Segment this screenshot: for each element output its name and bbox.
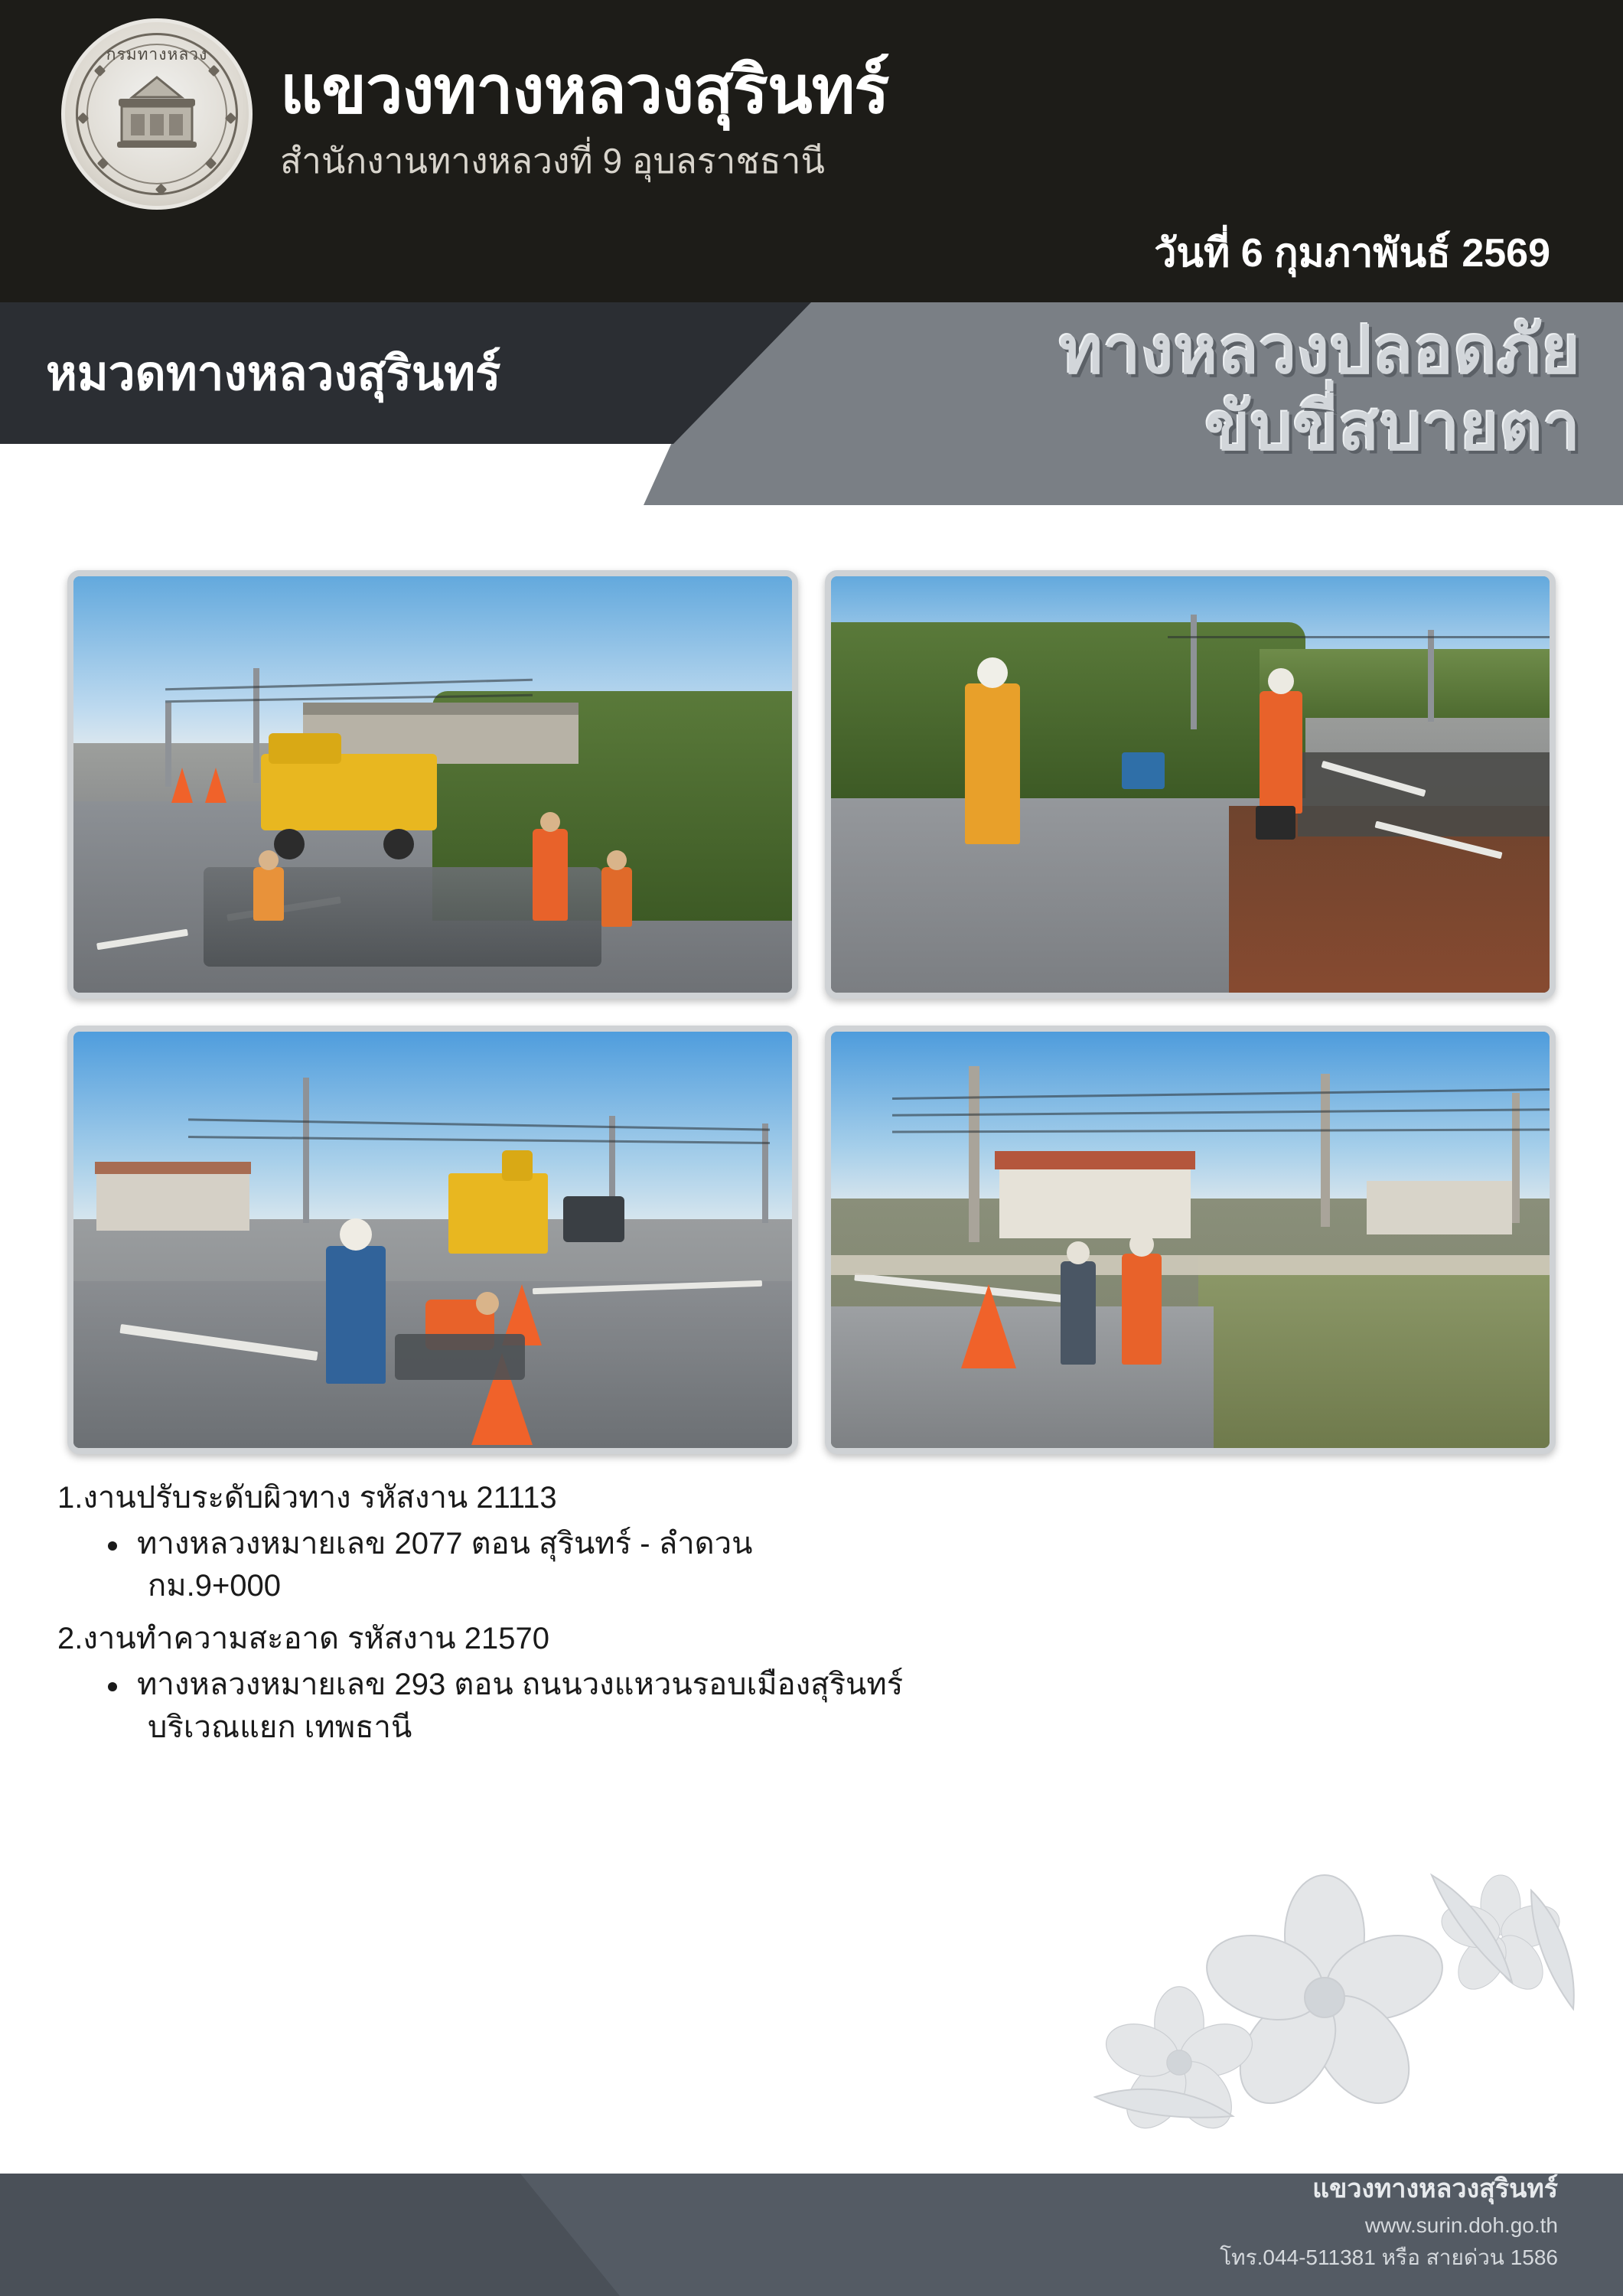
page-footer [0, 2116, 1623, 2296]
list-item [105, 1664, 1282, 1748]
location-label-2: บริเวณแยก เทพธานี [148, 1710, 412, 1744]
banner-band [0, 302, 1623, 505]
organization-subtitle: สำนักงานทางหลวงที่ 9 อุบลราชธานี [280, 140, 825, 181]
slogan-line-1: ทางหลวงปลอดภัย [1059, 314, 1581, 387]
seal-emblem-icon [111, 73, 203, 155]
page-header [0, 0, 1623, 306]
organization-title: แขวงทางหลวงสุรินทร์ [280, 54, 889, 128]
footer-org-name: แขวงทางหลวงสุรินทร์ [1312, 2174, 1558, 2203]
work-summary [57, 1477, 1282, 1760]
header-titles [280, 39, 889, 188]
publish-date: วันที่ 6 กุมภาพันธ์ 2569 [1154, 231, 1550, 276]
photo-3 [67, 1026, 798, 1454]
work-item-2-title: 2.งานทำความสะอาด รหัสงาน 21570 [57, 1622, 549, 1656]
slogan-block [1059, 314, 1581, 464]
route-label-1: ทางหลวงหมายเลข 2077 ตอน สุรินทร์ - ลำดวน [137, 1527, 753, 1561]
seal-label: กรมทางหลวง [106, 46, 208, 64]
route-label-2: ทางหลวงหมายเลข 293 ตอน ถนนวงแหวนรอบเมืองสุรินทร์ [137, 1668, 904, 1702]
footer-website[interactable]: www.surin.doh.go.th [1364, 2213, 1558, 2237]
photo-4 [825, 1026, 1556, 1454]
photo-grid [67, 570, 1556, 1454]
list-item [105, 1523, 1282, 1607]
work-item-1-title: 1.งานปรับระดับผิวทาง รหัสงาน 21113 [57, 1481, 557, 1515]
flower-watermark-icon [1072, 1844, 1592, 2151]
footer-contact [1220, 2167, 1558, 2275]
km-label-1: กม.9+000 [148, 1569, 282, 1603]
department-seal-icon [61, 18, 253, 210]
photo-2 [825, 570, 1556, 999]
slogan-line-2: ขับขี่สบายตา [1204, 390, 1581, 464]
footer-phone: โทร.044-511381 หรือ สายด่วน 1586 [1220, 2245, 1558, 2269]
work-item-1-details [105, 1523, 1282, 1607]
header-identity [61, 18, 889, 210]
photo-1 [67, 570, 798, 999]
section-label: หมวดทางหลวงสุรินทร์ [46, 347, 501, 400]
work-item-2-details [105, 1664, 1282, 1748]
